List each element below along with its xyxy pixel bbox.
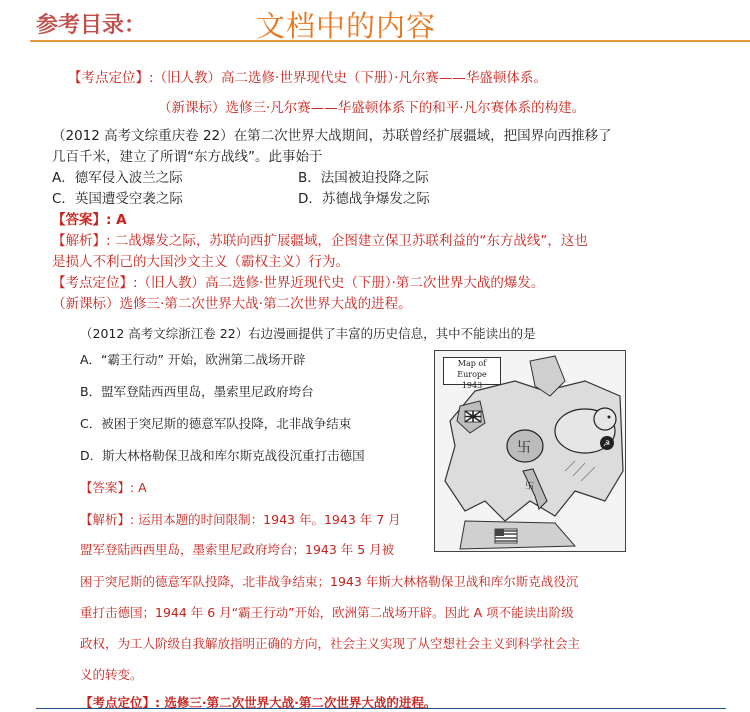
map-title-box bbox=[443, 357, 501, 390]
map-title-line2: 1943 bbox=[461, 381, 483, 390]
analysis-2-line2: 盟军登陆西西里岛，墨索里尼政府垮台；1943 年 5 月被 bbox=[80, 542, 395, 557]
option-2-b: B．盟军登陆西西里岛，墨索里尼政府垮台 bbox=[80, 384, 314, 399]
exam-point-new-2: （新课标）选修三·第二次世界大战·第二次世界大战的进程。 bbox=[52, 296, 412, 312]
header-title: 文档中的内容 bbox=[256, 9, 437, 43]
question-1-line2: 几百千米，建立了所谓“东方战线”。此事始于 bbox=[52, 149, 323, 165]
svg-text:卐: 卐 bbox=[517, 440, 531, 456]
option-2-a: A．“霸王行动” 开始，欧洲第二战场开辟 bbox=[80, 352, 306, 367]
bottom-rule bbox=[36, 708, 726, 709]
header-label: 参考目录： bbox=[36, 12, 147, 38]
analysis-2-line4: 重打击德国；1944 年 6 月“霸王行动”开始，欧洲第二战场开辟。因此 A 项不能读出阶级 bbox=[80, 605, 574, 620]
option-2-c: C．被困于突尼斯的德意军队投降，北非战争结束 bbox=[80, 416, 352, 431]
question-2: （2012 高考文综浙江卷 22）右边漫画提供了丰富的历史信息，其中不能读出的是 bbox=[80, 326, 536, 341]
answer-2: 【答案】: A bbox=[80, 480, 147, 495]
analysis-2-line6: 义的转变。 bbox=[80, 667, 143, 682]
political-cartoon-map-icon bbox=[434, 350, 626, 552]
exam-point-3: 【考点定位】: 选修三·第二次世界大战·第二次世界大战的进程。 bbox=[80, 695, 437, 710]
analysis-2-line3: 困于突尼斯的德意军队投降，北非战争结束；1943 年斯大林格勒保卫战和库尔斯克战役沉 bbox=[80, 574, 579, 589]
header-rule bbox=[30, 40, 750, 42]
analysis-1-line2: 是损人不利己的大国沙文主义（霸权主义）行为。 bbox=[52, 254, 349, 270]
question-1-line1: （2012 高考文综重庆卷 22）在第二次世界大战期间，苏联曾经扩展疆域，把国界向西推移了 bbox=[52, 128, 612, 144]
option-a: A．德军侵入波兰之际 bbox=[52, 170, 183, 186]
svg-text:☭: ☭ bbox=[603, 439, 611, 448]
analysis-2-line1: 【解析】: 运用本题的时间限制：1943 年。1943 年 7 月 bbox=[80, 512, 401, 527]
exam-point-new-1: （新课标）选修三·凡尔赛——华盛顿体系下的和平·凡尔赛体系的构建。 bbox=[158, 100, 586, 116]
svg-text:卐: 卐 bbox=[525, 482, 535, 492]
analysis-2-line5: 政权，为工人阶级自我解放指明正确的方向，社会主义实现了从空想社会主义到科学社会主 bbox=[80, 636, 581, 651]
option-d: D．苏德战争爆发之际 bbox=[298, 191, 430, 207]
option-b: B．法国被迫投降之际 bbox=[298, 170, 429, 186]
exam-point-old-1: 【考点定位】:（旧人教）高二选修·世界现代史（下册）·凡尔赛——华盛顿体系。 bbox=[68, 70, 547, 86]
option-2-d: D．斯大林格勒保卫战和库尔斯克战役沉重打击德国 bbox=[80, 448, 365, 463]
answer-1: 【答案】: A bbox=[52, 212, 127, 228]
map-title-line1: Map of Europe bbox=[457, 359, 487, 379]
analysis-1-line1: 【解析】: 二战爆发之际，苏联向西扩展疆域，企图建立保卫苏联利益的“东方战线”，这也 bbox=[52, 233, 588, 249]
option-c: C．英国遭受空袭之际 bbox=[52, 191, 183, 207]
exam-point-old-2: 【考点定位】:（旧人教）高二选修·世界近现代史（下册）·第二次世界大战的爆发。 bbox=[52, 275, 545, 291]
